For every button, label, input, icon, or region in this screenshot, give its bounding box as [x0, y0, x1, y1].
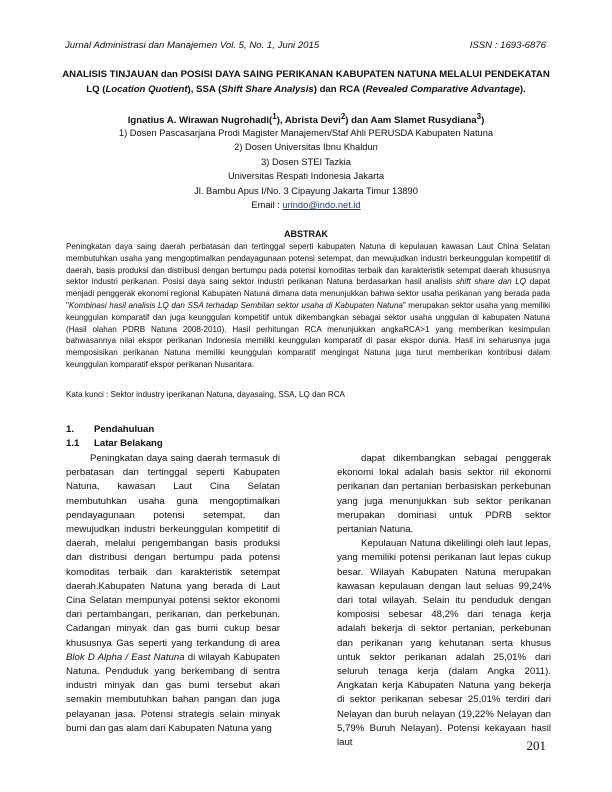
- subsection-title: Latar Belakang: [94, 438, 163, 449]
- institution: Universitas Respati Indonesia Jakarta: [227, 171, 385, 182]
- body-column-right: [337, 452, 551, 750]
- abstract-body: Peningkatan daya saing daerah perbatasan dan tertinggal seperti kabupaten Natuna di kepulauan kawasan Laut China Selatan membutuhkan usaha yang mengoptimalkan pendayagunaan potensi setempat, dan mewujudkan industri berkeunggulan kompetitif di daerah, basis produksi dan distribusi dengan bertumpu pada potensi komoditas terbaik dan karakteristik setempat daerah khususnya sektor industri perikanan. Posisi daya saing sektor industri perikanan Natuna berdasarkan hasil analisis shift share dan LQ dapat menjadi penggerak ekonomi regional Kabupaten Natuna dimana data menunjukkan bahwa sektor usaha perikanan yang berada pada "Kombinasi hasil analisis LQ dan SSA terhadap Sembilan sektor usaha di Kabupaten Natuna" merupakan sektor usaha yang memiliki keunggulan komparatif dan juga keunggulan kompetitif untuk dikembangkan sebagai sektor usaha unggulan di kabupaten Natuna (Hasil olahan PDRB Natuna 2008-2010). Hasil perhitungan RCA menunjukkan angkaRCA>1 yang memberikan kesimpulan bahwasannya nilai ekspor perikanan Indonesia memiliki keunggulan komparatif di pasar ekspor dunia. Hasil ini seharusnya juga memposisikan perikanan Natuna memiliki keunggulan komparatif mengingat Natuna juga turut memberikan kontribusi dalam keunggulan komparatif ekspor perikanan Nusantara.: [66, 242, 550, 369]
- body-paragraph: Peningkatan daya saing daerah termasuk di perbatasan dan tertinggal seperti Kabupaten Natuna, kawasan Laut Cina Selatan membutuhkan usaha guna mengoptimalkan pendayagunaan potensi setempat, dan mewujudkan industri berkeunggulan kompetitif di daerah, melalui pengembangan basis produksi dan distribusi dengan bertumpu pada potensi komoditas terbaik dan karakteristik setempat daerah.Kabupaten Natuna yang berada di Laut Cina Selatan mempunyai potensi sektor ekonomi dari pertambangan, perikanan, dan perkebunan. Cadangan minyak dan gas bumi cukup besar khususnya Gas seperti yang terkandung di area Blok D Alpha / East Natuna di wilayah Kabupaten Natuna. Penduduk yang berkembang di sentra industri minyak dan gas bumi tersebut akan semakin membutuhkan bahan pangan dan juga pelayanan jasa. Potensi strategis selain minyak bumi dan gas alam dari Kabupaten Natuna yang: [66, 453, 281, 734]
- body-paragraph: Kepulauan Natuna dikelilingi oleh laut lepas, yang memiliki potensi perikanan laut lepas cukup besar. Wilayah Kabupaten Natuna merupakan kawasan kepulauan dengan laut seluas 99,24% dari total wilayah. Selain itu penduduk dengan komposisi sebesar 48,2% dari tenaga kerja adalah bekerja di sektor pertanian, perkebunan dan perikanan yang kehutanan serta khusus untuk sektor perikanan adalah 25,01% dari seluruh tenaga kerja (dalam Angka 2011). Angkatan kerja Kabupaten Natuna yang bekerja di sektor perikanan sebesar 25,01% terdiri dari Nelayan dan buruh nelayan (19,22% Nelayan dan 5,79% Buruh Nelayan). Potensi kekayaan hasil laut: [337, 538, 551, 749]
- keywords: Kata kunci : Sektor industry iperikanan Natuna, dayasaing, SSA, LQ dan RCA: [66, 390, 345, 399]
- title-line-2: LQ (Location Quotient), SSA (Shift Share Analysis) dan RCA (Revealed Comparative Advantage).: [86, 83, 526, 95]
- journal-header: Jurnal Administrasi dan Manajemen Vol. 5, No. 1, Juni 2015: [65, 40, 320, 51]
- affiliation-1: 1) Dosen Pascasarjana Prodi Magister Manajemen/Staf Ahli PERUSDA Kabupaten Natuna: [118, 128, 494, 138]
- affiliation-3: 3) Dosen STEI Tazkia: [261, 156, 351, 167]
- paper-title: [60, 68, 552, 97]
- address: Jl. Bambu Apus I/No. 3 Cipayung Jakarta Timur 13890: [194, 185, 418, 196]
- affiliations: [60, 126, 552, 212]
- affiliation-2: 2) Dosen Universitas Ibnu Khaldun: [234, 142, 378, 153]
- author-list: Ignatius A. Wirawan Nugrohadi($^1$), Abrista Devi$^2$) dan Aam Slamet Rusydiana$^3$): [127, 112, 485, 127]
- email-line: Email : urindo@indo.net.id: [251, 200, 361, 211]
- email-link[interactable]: urindo@indo.net.id: [282, 200, 361, 211]
- body-paragraph: dapat dikembangkan sebagai penggerak ekonomi lokal adalah basis sektor riil ekonomi perikanan dan pertanian berbasiskan perkebunan yang juga menunjukkan sub sektor perikanan merupakan dominasi untuk PDRB sektor pertanian Natuna.: [337, 453, 551, 536]
- body-column-left: [66, 452, 280, 736]
- abstract-heading: ABSTRAK: [284, 229, 328, 239]
- issn-header: ISSN : 1693-6876: [469, 40, 546, 51]
- section-title: Pendahuluan: [94, 424, 155, 435]
- page-number: 201: [526, 738, 546, 753]
- subsection-number: 1.1: [66, 438, 80, 449]
- title-line-1: ANALISIS TINJAUAN dan POSISI DAYA SAING PERIKANAN KABUPATEN NATUNA MELALUI PENDEKATAN: [62, 69, 550, 80]
- section-number: 1.: [66, 424, 75, 435]
